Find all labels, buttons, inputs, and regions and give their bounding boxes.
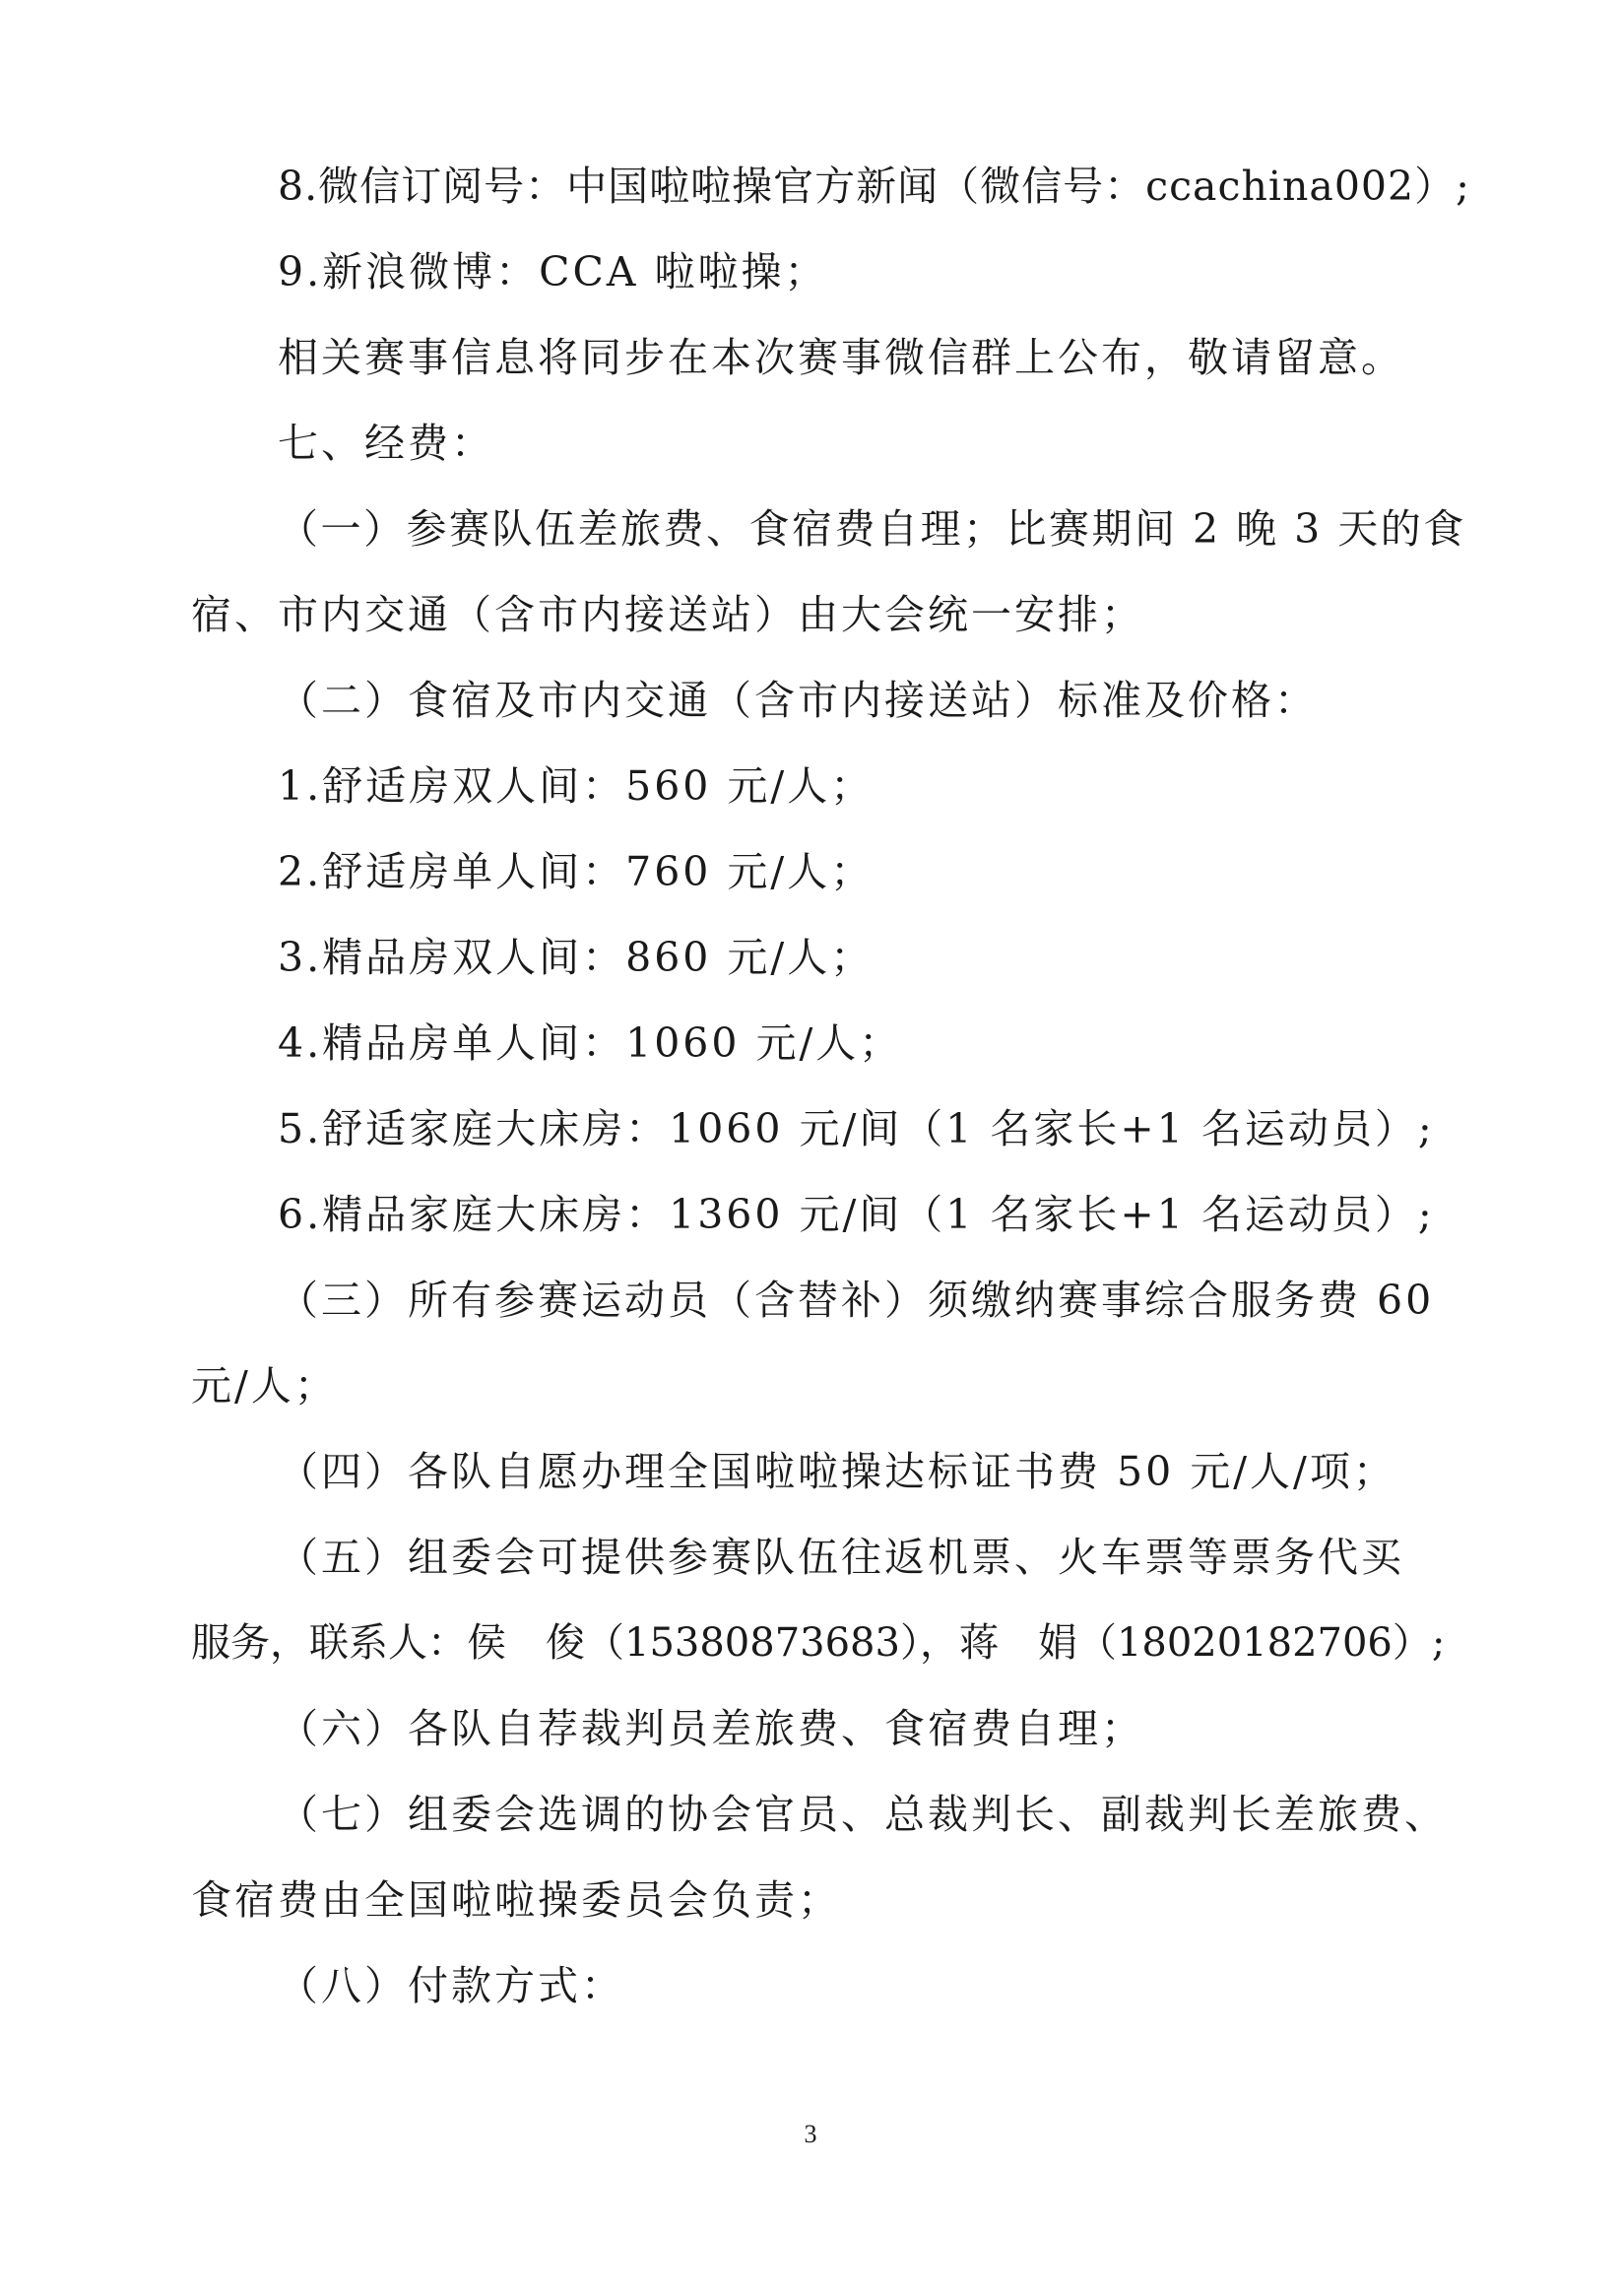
paragraph-line-wechat-account: 8.微信订阅号：中国啦啦操官方新闻（微信号：ccachina002）; [278, 163, 1470, 210]
paragraph-line-notice: 相关赛事信息将同步在本次赛事微信群上公布，敬请留意。 [278, 334, 1404, 381]
paragraph-line-item-3-cont: 元/人； [191, 1362, 338, 1410]
price-line-3: 3.精品房双人间：860 元/人； [278, 934, 875, 981]
page-number: 3 [804, 2120, 817, 2148]
price-line-4: 4.精品房单人间：1060 元/人； [278, 1019, 903, 1067]
paragraph-line-weibo: 9.新浪微博：CCA 啦啦操； [278, 248, 828, 295]
price-line-5: 5.舒适家庭大床房：1060 元/间（1 名家长+1 名运动员）; [278, 1105, 1435, 1152]
paragraph-line-item-2: （二）食宿及市内交通（含市内接送站）标准及价格： [278, 677, 1318, 724]
paragraph-line-item-4: （四）各队自愿办理全国啦啦操达标证书费 50 元/人/项； [278, 1448, 1396, 1495]
section-heading-expenses: 七、经费： [278, 420, 494, 467]
paragraph-line-item-3: （三）所有参赛运动员（含替补）须缴纳赛事综合服务费 60 [278, 1277, 1435, 1324]
price-line-6: 6.精品家庭大床房：1360 元/间（1 名家长+1 名运动员）; [278, 1191, 1435, 1238]
paragraph-line-item-5: （五）组委会可提供参赛队伍往返机票、火车票等票务代买 [278, 1534, 1404, 1581]
price-line-1: 1.舒适房双人间：560 元/人； [278, 762, 875, 810]
paragraph-line-item-6: （六）各队自荐裁判员差旅费、食宿费自理； [278, 1705, 1144, 1752]
paragraph-line-item-8: （八）付款方式： [278, 1962, 624, 2009]
paragraph-line-item-7-cont: 食宿费由全国啦啦操委员会负责； [191, 1876, 841, 1924]
paragraph-line-item-1: （一）参赛队伍差旅费、食宿费自理；比赛期间 2 晚 3 天的食 [278, 505, 1466, 553]
paragraph-line-item-1-cont: 宿、市内交通（含市内接送站）由大会统一安排； [191, 591, 1144, 638]
paragraph-line-item-7: （七）组委会选调的协会官员、总裁判长、副裁判长差旅费、 [278, 1791, 1448, 1838]
price-line-2: 2.舒适房单人间：760 元/人； [278, 848, 875, 895]
paragraph-line-item-5-cont: 服务，联系人：侯 俊（15380873683），蒋 娟（18020182706）; [191, 1620, 1446, 1666]
